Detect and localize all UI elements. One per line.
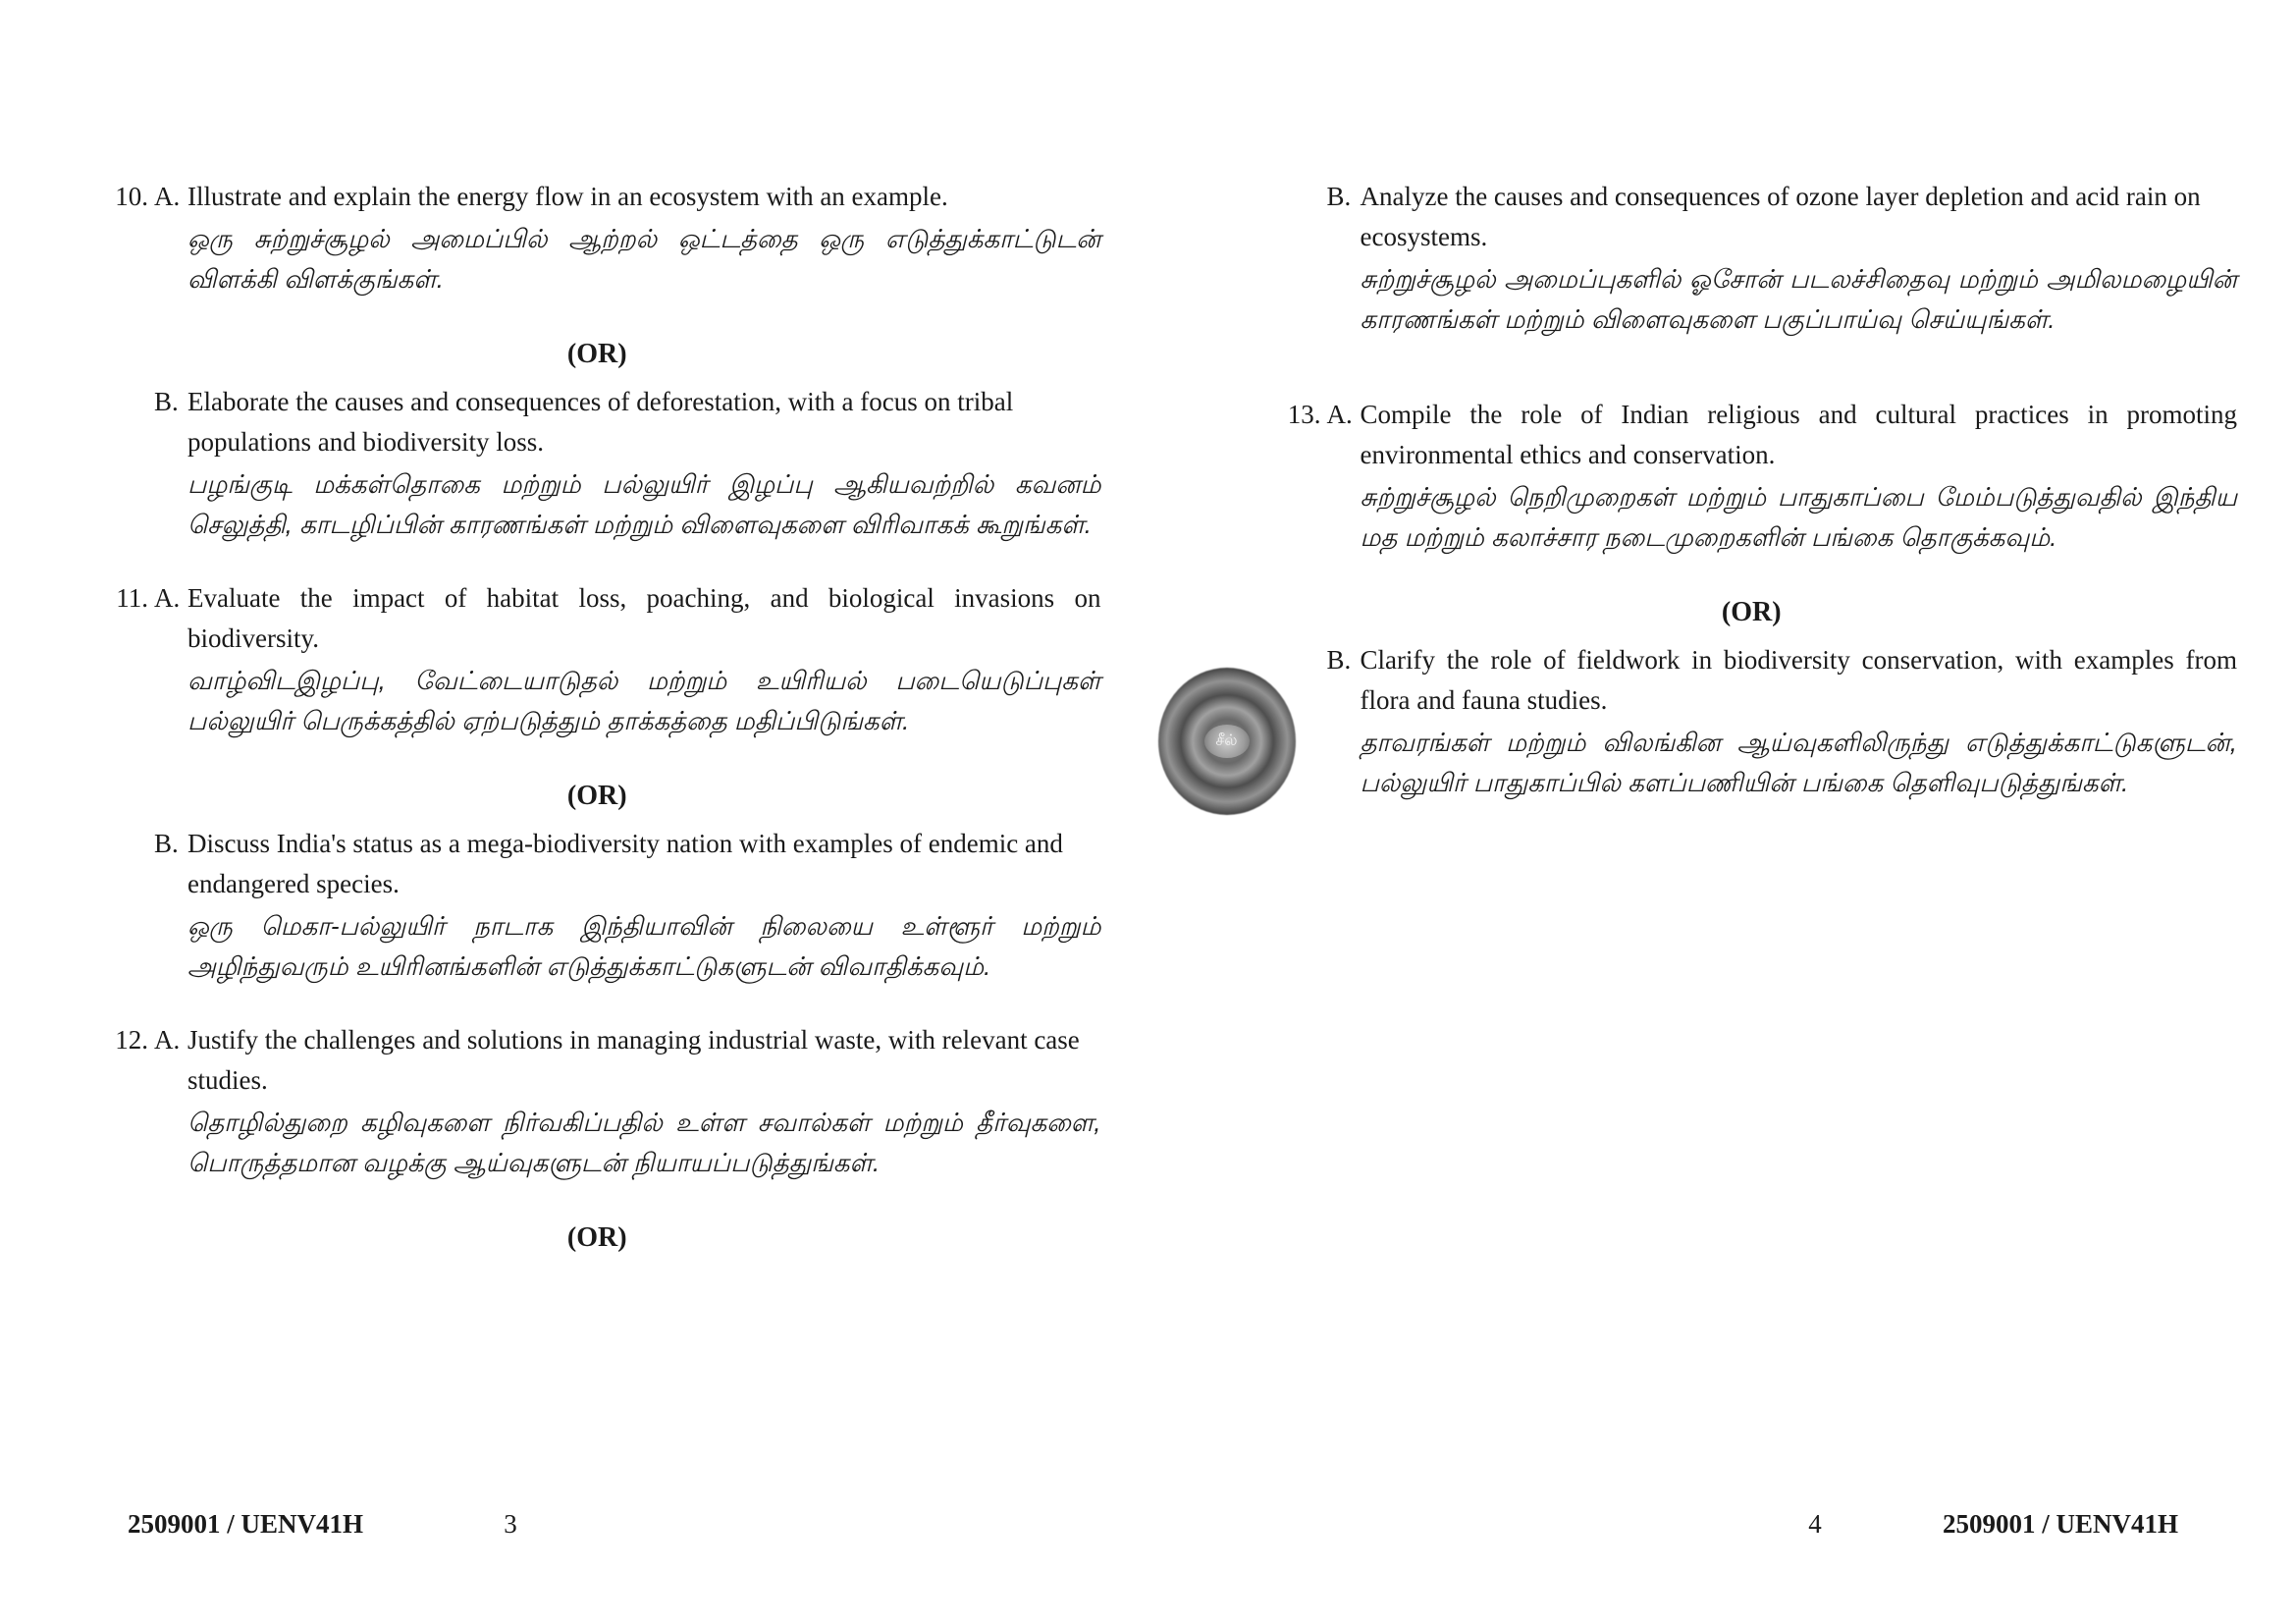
two-column-body xyxy=(0,177,2296,1266)
question-number: 11. xyxy=(116,583,148,613)
question-part-label: A. xyxy=(154,1025,181,1055)
or-separator: (OR) xyxy=(566,339,627,369)
footer-left xyxy=(0,1509,1148,1540)
question-number: 12. xyxy=(115,1025,148,1055)
question-11b xyxy=(93,824,1101,987)
or-separator: (OR) xyxy=(1721,597,1782,627)
page-footer xyxy=(0,1509,2296,1540)
question-text-tamil: தொழில்துறை கழிவுகளை நிர்வகிப்பதில் உள்ள சவால்கள் மற்றும் தீர்வுகளை, பொருத்தமான வழக்கு ஆய்வுகளுடன் நியாயப்படுத்துங்கள். xyxy=(187,1108,1101,1177)
question-part-label: B. xyxy=(1326,182,1352,211)
question-number: 13. xyxy=(1287,400,1321,429)
official-seal-stamp xyxy=(1158,668,1296,815)
question-13a xyxy=(1266,395,2238,558)
question-number: 10. xyxy=(115,182,148,211)
footer-right xyxy=(1148,1509,2296,1540)
question-text-english: Illustrate and explain the energy flow in an ecosystem with an example. xyxy=(187,182,948,211)
or-separator: (OR) xyxy=(566,1222,627,1253)
question-part-label: B. xyxy=(1326,645,1352,675)
footer-paper-code-left: 2509001 / UENV41H xyxy=(128,1509,364,1539)
question-13b xyxy=(1266,640,2238,803)
seal-text: சீல் xyxy=(1204,725,1250,758)
question-text-tamil: ஒரு மெகா-பல்லுயிர் நாடாக இந்தியாவின் நிலையை உள்ளூர் மற்றும் அழிந்துவரும் உயிரினங்களின் எடுத்துக்காட்டுகளுடன் விவாதிக்கவும். xyxy=(187,911,1101,981)
question-part-label: A. xyxy=(154,583,181,613)
footer-page-number-right: 4 xyxy=(1808,1509,1822,1539)
question-text-tamil: சுற்றுச்சூழல் அமைப்புகளில் ஓசோன் படலச்சிதைவு மற்றும் அமிலமழையின் காரணங்கள் மற்றும் விளைவுகளை பகுப்பாய்வு செய்யுங்கள். xyxy=(1360,264,2237,334)
question-text-english: Analyze the causes and consequences of ozone layer depletion and acid rain on ecosystems. xyxy=(1360,182,2201,251)
question-text-tamil: ஒரு சுற்றுச்சூழல் அமைப்பில் ஆற்றல் ஒட்டத்தை ஒரு எடுத்துக்காட்டுடன் விளக்கி விளக்குங்கள். xyxy=(187,224,1101,294)
question-text-tamil: சுற்றுச்சூழல் நெறிமுறைகள் மற்றும் பாதுகாப்பை மேம்படுத்துவதில் இந்திய மத மற்றும் கலாச்சார நடைமுறைகளின் பங்கை தொகுக்கவும். xyxy=(1360,482,2237,552)
question-text-english: Evaluate the impact of habitat loss, poaching, and biological invasions on biodiversity. xyxy=(187,583,1101,653)
footer-page-number-left: 3 xyxy=(504,1509,517,1539)
question-10a xyxy=(93,177,1101,299)
question-text-tamil: பழங்குடி மக்கள்தொகை மற்றும் பல்லுயிர் இழப்பு ஆகியவற்றில் கவனம் செலுத்தி, காடழிப்பின் காரணங்கள் மற்றும் விளைவுகளை விரிவாகக் கூறுங்கள். xyxy=(187,469,1101,539)
question-part-label: B. xyxy=(154,387,179,416)
question-part-label: B. xyxy=(154,829,179,858)
question-part-label: A. xyxy=(1326,400,1353,429)
question-text-english: Clarify the role of fieldwork in biodiversity conservation, with examples from flora and fauna studies. xyxy=(1360,645,2237,715)
question-text-english: Compile the role of Indian religious and cultural practices in promoting environmental ethics and conservation. xyxy=(1360,400,2237,469)
or-separator: (OR) xyxy=(566,781,627,811)
question-text-english: Justify the challenges and solutions in managing industrial waste, with relevant case studies. xyxy=(187,1025,1080,1095)
left-column xyxy=(0,177,1148,1266)
question-text-english: Discuss India's status as a mega-biodiversity nation with examples of endemic and endangered species. xyxy=(187,829,1063,898)
question-12a xyxy=(93,1020,1101,1183)
question-text-tamil: வாழ்விடஇழப்பு, வேட்டையாடுதல் மற்றும் உயிரியல் படையெடுப்புகள் பல்லுயிர் பெருக்கத்தில் ஏற்படுத்தும் தாக்கத்தை மதிப்பிடுங்கள். xyxy=(187,666,1101,735)
question-text-english: Elaborate the causes and consequences of deforestation, with a focus on tribal populations and biodiversity loss. xyxy=(187,387,1014,457)
right-column xyxy=(1148,177,2296,1266)
question-12b xyxy=(1266,177,2238,340)
question-text-tamil: தாவரங்கள் மற்றும் விலங்கின ஆய்வுகளிலிருந்து எடுத்துக்காட்டுகளுடன், பல்லுயிர் பாதுகாப்பில் களப்பணியின் பங்கை தெளிவுபடுத்துங்கள். xyxy=(1360,728,2237,797)
footer-paper-code-right: 2509001 / UENV41H xyxy=(1942,1509,2178,1539)
question-part-label: A. xyxy=(154,182,181,211)
question-10b xyxy=(93,382,1101,545)
question-11a xyxy=(93,578,1101,741)
